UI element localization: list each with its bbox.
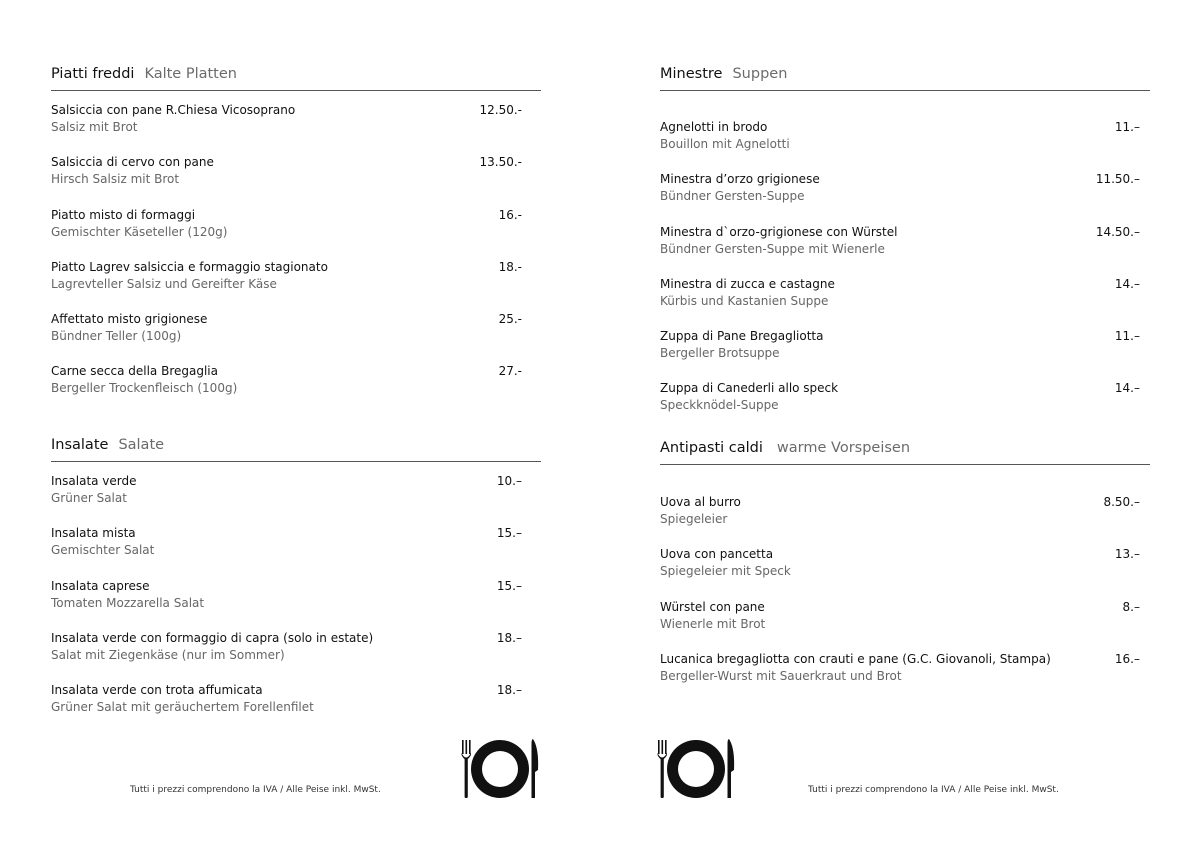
dish-name-italian: Affettato misto grigionese bbox=[51, 312, 208, 327]
dish-price: 8.– bbox=[1122, 599, 1140, 614]
dish-name-german: Spiegeleier mit Speck bbox=[660, 564, 791, 579]
dish-price: 12.50.- bbox=[479, 103, 522, 117]
dish-name-german: Bündner Gersten-Suppe mit Wienerle bbox=[660, 241, 885, 256]
dish-name-german: Grüner Salat bbox=[51, 491, 127, 505]
dish-name-italian: Carne secca della Bregaglia bbox=[51, 364, 218, 379]
section-title-italian: Antipasti caldi bbox=[660, 440, 763, 456]
dish-name-italian: Würstel con pane bbox=[660, 599, 765, 614]
dish-price: 11.– bbox=[1114, 120, 1140, 134]
section-heading bbox=[660, 436, 1150, 465]
menu-item bbox=[51, 682, 541, 734]
dish-name-italian: Piatto misto di formaggi bbox=[51, 207, 196, 222]
dish-price: 18.– bbox=[496, 630, 522, 645]
dish-name-german: Bergeller Trockenfleisch (100g) bbox=[51, 381, 238, 396]
dish-name-italian: Salsiccia con pane R.Chiesa Vicosoprano bbox=[51, 103, 296, 117]
dish-name-german: Speckknödel-Suppe bbox=[660, 398, 779, 413]
dish-name-italian: Lucanica bregagliotta con crauti e pane (G.C. Giovanoli, Stampa) bbox=[660, 651, 1051, 666]
dish-name-italian: Minestra d’orzo grigionese bbox=[660, 172, 820, 187]
dish-name-italian: Insalata mista bbox=[51, 526, 136, 541]
section-minestre bbox=[660, 62, 1150, 91]
section-title-german: Kalte Platten bbox=[144, 66, 237, 82]
menu-item bbox=[660, 380, 1150, 432]
dish-name-italian: Insalata verde bbox=[51, 474, 137, 488]
menu-item bbox=[51, 363, 541, 415]
dish-price: 16.– bbox=[1114, 651, 1140, 666]
dish-name-german: Gemischter Salat bbox=[51, 543, 155, 558]
dish-price: 16.- bbox=[498, 207, 522, 222]
section-heading bbox=[51, 433, 541, 462]
dish-price: 8.50.– bbox=[1103, 495, 1140, 509]
menu-list-antipasti-caldi bbox=[660, 494, 1150, 703]
dish-price: 11.– bbox=[1114, 329, 1140, 344]
dish-price: 27.- bbox=[498, 364, 522, 379]
section-title-german: Suppen bbox=[732, 66, 788, 82]
dish-price: 14.50.– bbox=[1095, 224, 1140, 239]
dish-price: 14.– bbox=[1114, 381, 1140, 396]
menu-item bbox=[660, 171, 1150, 223]
dish-name-italian: Uova con pancetta bbox=[660, 547, 774, 562]
dish-name-german: Lagrevteller Salsiz und Gereifter Käse bbox=[51, 276, 277, 291]
menu-item bbox=[51, 154, 541, 206]
dish-price: 13.50.- bbox=[479, 155, 522, 170]
dish-name-german: Spiegeleier bbox=[660, 512, 728, 526]
dish-price: 14.– bbox=[1114, 276, 1140, 291]
dish-name-german: Gemischter Käseteller (120g) bbox=[51, 224, 228, 239]
menu-item bbox=[660, 651, 1150, 703]
section-title-italian: Piatti freddi bbox=[51, 66, 135, 82]
dish-name-italian: Agnelotti in brodo bbox=[660, 120, 768, 134]
section-title-german: Salate bbox=[118, 437, 165, 453]
section-heading bbox=[51, 62, 541, 91]
menu-item bbox=[660, 119, 1150, 171]
menu-item bbox=[51, 578, 541, 630]
menu-item bbox=[660, 328, 1150, 380]
dish-name-italian: Salsiccia di cervo con pane bbox=[51, 155, 214, 170]
dish-name-german: Bouillon mit Agnelotti bbox=[660, 137, 790, 151]
vat-footnote: Tutti i prezzi comprendono la IVA / Alle Peise inkl. MwSt. bbox=[130, 785, 381, 795]
menu-item bbox=[51, 102, 541, 154]
dish-price: 15.– bbox=[496, 578, 522, 593]
section-heading bbox=[660, 62, 1150, 91]
dish-name-german: Salat mit Ziegenkäse (nur im Sommer) bbox=[51, 647, 285, 662]
dish-name-italian: Piatto Lagrev salsiccia e formaggio stagionato bbox=[51, 259, 328, 274]
dish-price: 18.– bbox=[496, 683, 522, 698]
menu-list-insalate bbox=[51, 473, 541, 734]
dish-price: 13.– bbox=[1114, 547, 1140, 562]
dish-name-german: Grüner Salat mit geräuchertem Forellenfilet bbox=[51, 700, 314, 715]
dish-name-german: Kürbis und Kastanien Suppe bbox=[660, 293, 829, 308]
menu-item bbox=[660, 599, 1150, 651]
dish-name-german: Wienerle mit Brot bbox=[660, 616, 766, 631]
menu-item bbox=[51, 207, 541, 259]
dish-name-german: Bündner Gersten-Suppe bbox=[660, 189, 805, 204]
section-antipasti-caldi bbox=[660, 436, 1150, 465]
dish-name-italian: Zuppa di Pane Bregagliotta bbox=[660, 329, 824, 344]
dish-name-italian: Uova al burro bbox=[660, 495, 741, 509]
menu-item bbox=[660, 276, 1150, 328]
menu-list-piatti-freddi bbox=[51, 102, 541, 416]
plate-fork-knife-icon bbox=[459, 738, 541, 800]
dish-name-german: Hirsch Salsiz mit Brot bbox=[51, 172, 180, 187]
section-piatti-freddi bbox=[51, 62, 541, 91]
menu-item bbox=[51, 259, 541, 311]
dish-name-italian: Zuppa di Canederli allo speck bbox=[660, 381, 839, 396]
section-title-italian: Minestre bbox=[660, 66, 723, 82]
menu-item bbox=[51, 473, 541, 525]
dish-name-italian: Minestra di zucca e castagne bbox=[660, 276, 835, 291]
dish-name-german: Tomaten Mozzarella Salat bbox=[51, 595, 205, 610]
vat-footnote: Tutti i prezzi comprendono la IVA / Alle Peise inkl. MwSt. bbox=[808, 785, 1059, 795]
dish-name-italian: Insalata verde con formaggio di capra (solo in estate) bbox=[51, 630, 374, 645]
menu-item bbox=[51, 311, 541, 363]
dish-price: 15.– bbox=[496, 526, 522, 541]
dish-name-italian: Insalata verde con trota affumicata bbox=[51, 683, 263, 698]
dish-name-german: Bündner Teller (100g) bbox=[51, 329, 182, 344]
dish-price: 18.- bbox=[498, 259, 522, 274]
dish-name-german: Bergeller-Wurst mit Sauerkraut und Brot bbox=[660, 668, 902, 683]
menu-item bbox=[660, 224, 1150, 276]
menu-item bbox=[51, 525, 541, 577]
dish-name-german: Salsiz mit Brot bbox=[51, 120, 138, 134]
section-insalate bbox=[51, 433, 541, 462]
plate-fork-knife-icon bbox=[655, 738, 737, 800]
dish-name-italian: Insalata caprese bbox=[51, 578, 150, 593]
menu-list-minestre bbox=[660, 119, 1150, 433]
dish-name-italian: Minestra d`orzo-grigionese con Würstel bbox=[660, 224, 898, 239]
section-title-italian: Insalate bbox=[51, 437, 109, 453]
section-title-german: warme Vorspeisen bbox=[776, 440, 911, 456]
dish-price: 11.50.– bbox=[1095, 172, 1140, 187]
menu-item bbox=[660, 494, 1150, 546]
dish-price: 10.– bbox=[496, 474, 522, 488]
menu-item bbox=[660, 546, 1150, 598]
dish-name-german: Bergeller Brotsuppe bbox=[660, 346, 780, 361]
dish-price: 25.- bbox=[498, 312, 522, 327]
menu-item bbox=[51, 630, 541, 682]
